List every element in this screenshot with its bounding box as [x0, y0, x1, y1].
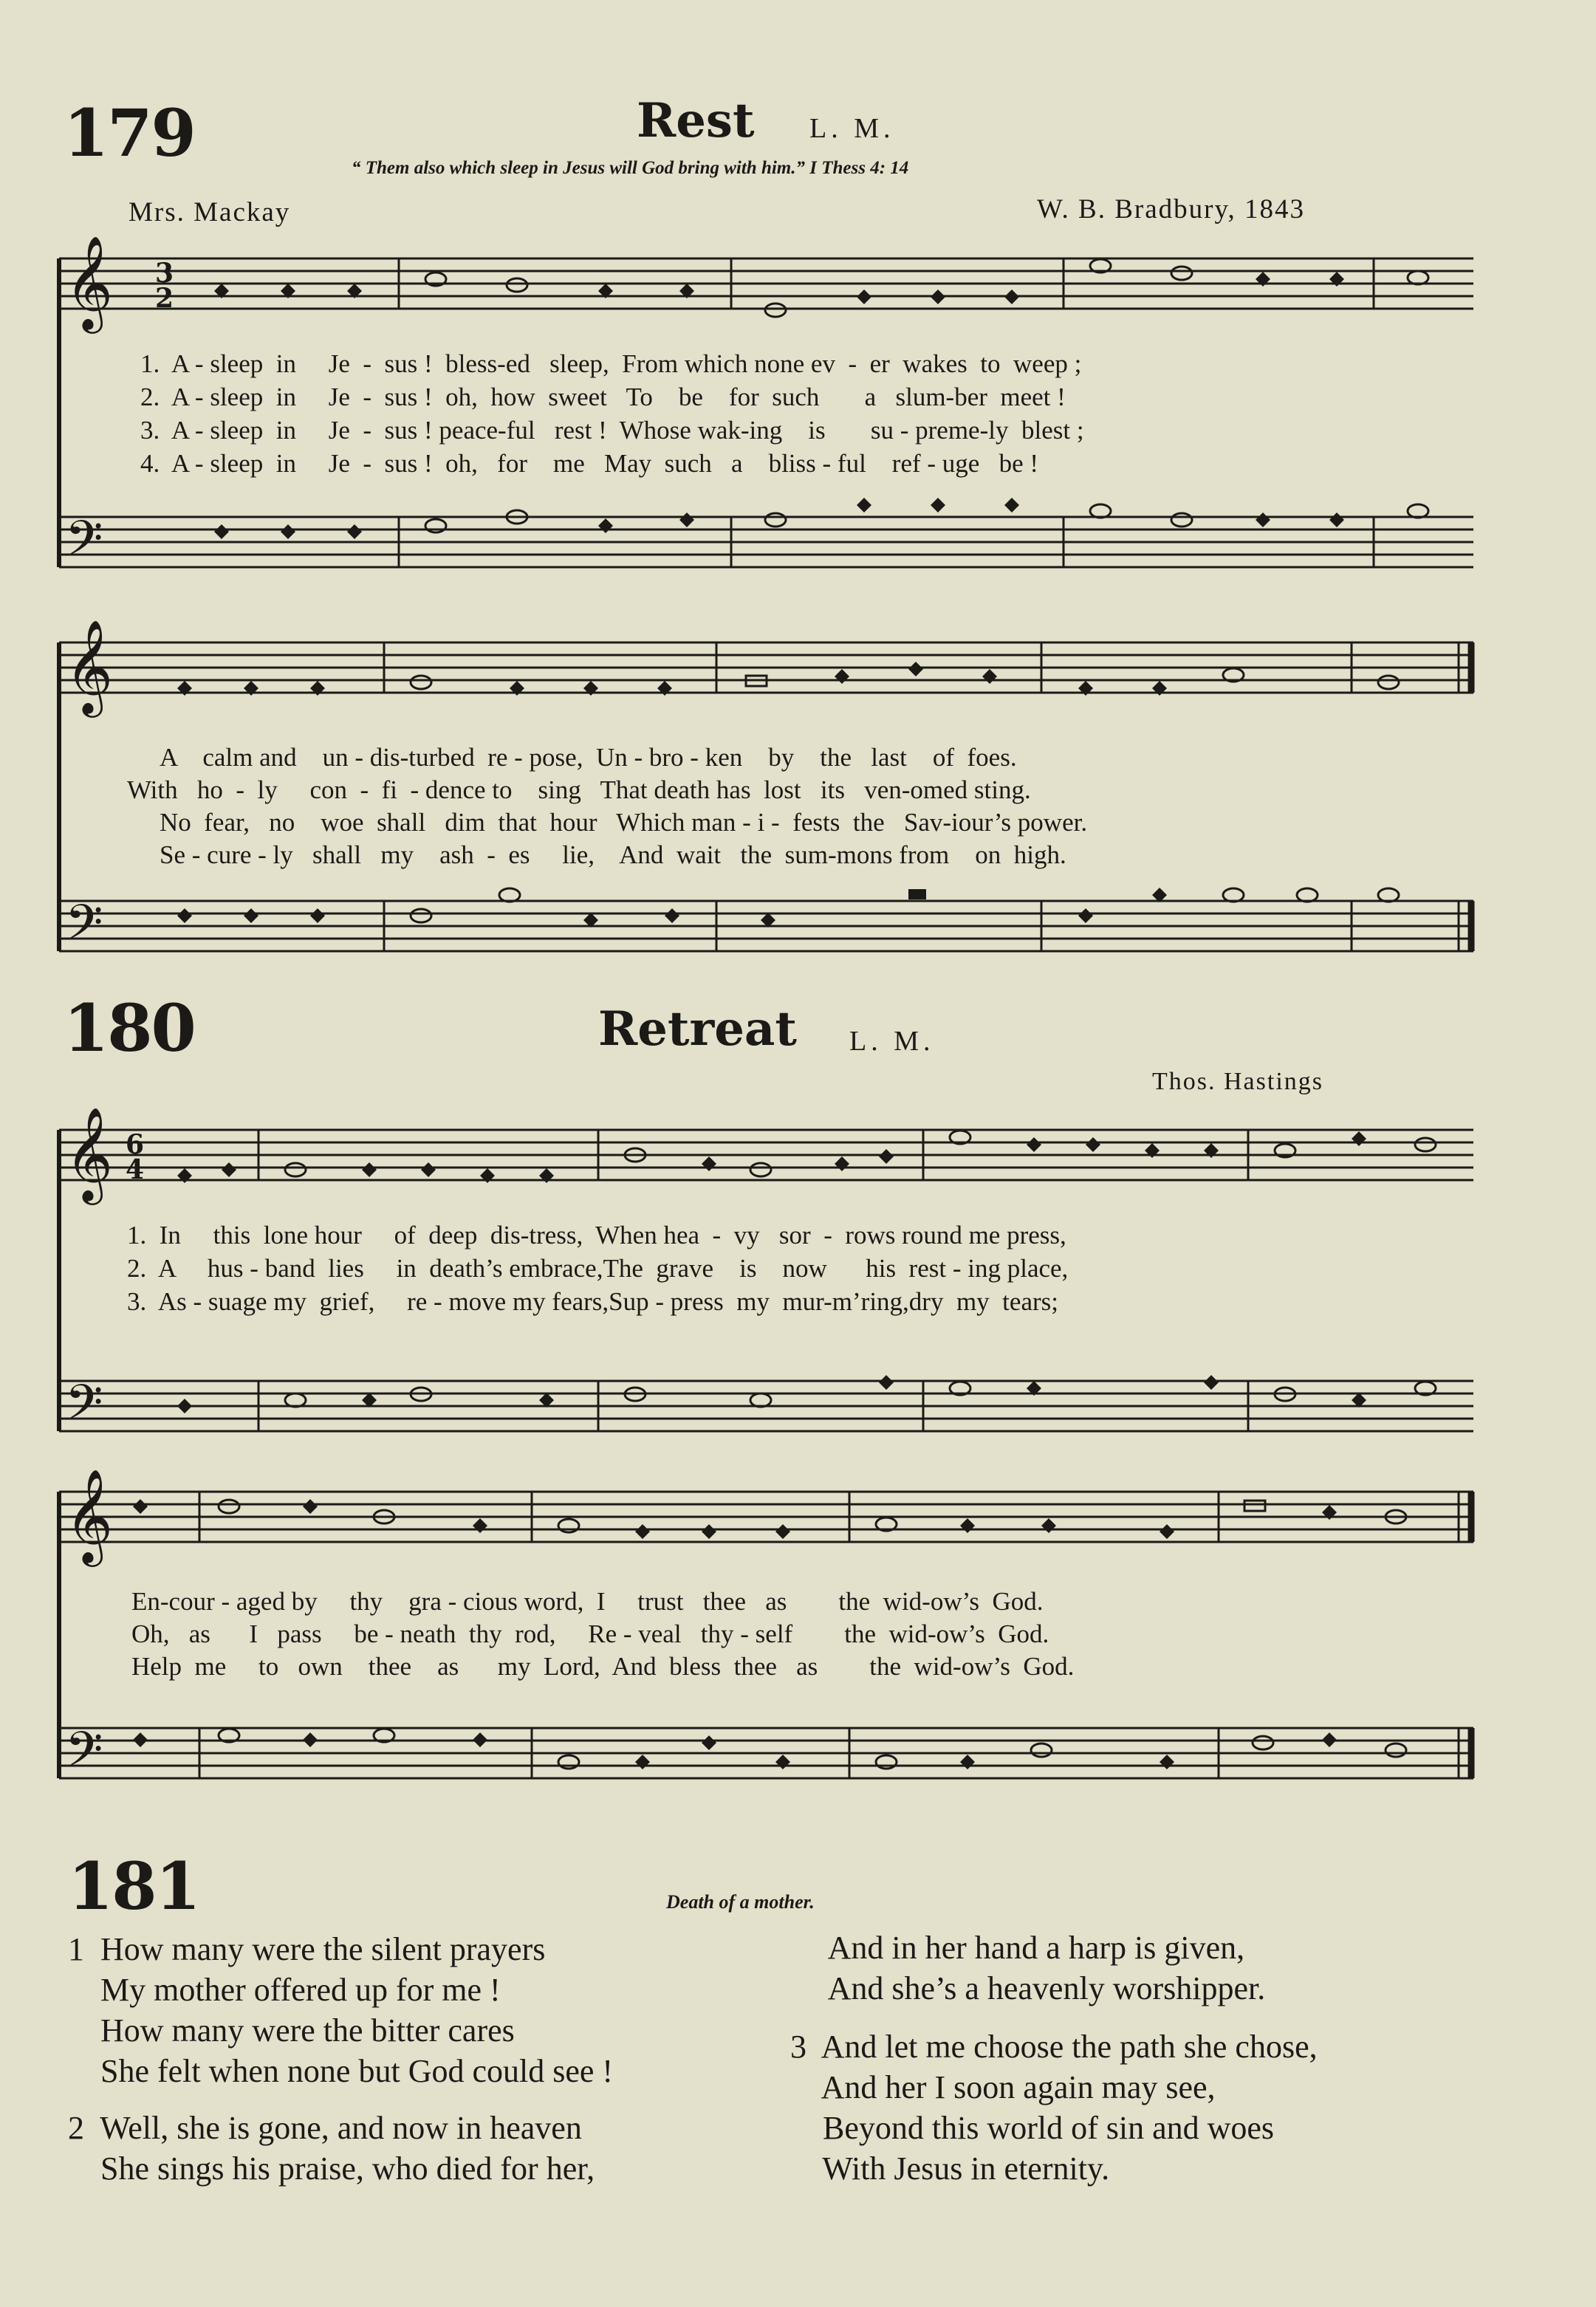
verse-line-4b: Se - cure - ly shall my ash - es lie, And wait the sum-mons from on high. — [160, 840, 1066, 869]
verse-line-3: 3. As - suage my grief, re - move my fears,Sup - press my mur-m’ring,dry my tears; — [127, 1287, 1058, 1316]
stanza-2: 2 Well, she is gone, and now in heaven She sings his praise, who died for her, — [68, 2110, 595, 2187]
stanza-2-continued: And in her hand a harp is given, And she’s a heavenly worshipper. — [827, 1930, 1266, 2006]
hymn-composer: Thos. Hastings — [1152, 1068, 1323, 1095]
svg-text:𝄢: 𝄢 — [65, 1374, 103, 1443]
hymn-meter: L. M. — [849, 1026, 935, 1057]
svg-text:𝄞: 𝄞 — [65, 620, 114, 713]
svg-text:𝄞: 𝄞 — [65, 236, 114, 329]
verse-line-1: 1. A - sleep in Je - sus ! bless-ed sleep, From which none ev - er wakes to weep ; — [140, 349, 1082, 378]
hymn-title: Rest — [637, 93, 755, 148]
poem-subtitle: Death of a mother. — [666, 1891, 815, 1913]
hymn-title: Retreat — [598, 1001, 797, 1057]
svg-text:4: 4 — [126, 1154, 145, 1185]
verse-line-3: 3. A - sleep in Je - sus ! peace-ful rest ! Whose wak-ing is su - preme-ly blest ; — [140, 416, 1084, 445]
svg-text:𝄞: 𝄞 — [65, 1108, 114, 1201]
verse-line-1b: En-cour - aged by thy gra - cious word, I trust thee as the wid-ow’s God. — [131, 1587, 1044, 1616]
verse-line-3b: No fear, no woe shall dim that hour Which man - i - fests the Sav-iour’s power. — [160, 808, 1088, 837]
verse-line-2b: With ho - ly con - fi - dence to sing That death has lost its ven-omed sting. — [127, 775, 1031, 804]
scripture-reference: “ Them also which sleep in Jesus will God bring with him.” I Thess 4: 14 — [352, 158, 909, 178]
svg-text:𝄢: 𝄢 — [65, 510, 103, 579]
hymn-number: 179 — [64, 95, 195, 171]
verse-line-2b: Oh, as I pass be - neath thy rod, Re - veal thy - self the wid-ow’s God. — [131, 1619, 1049, 1648]
poem-number: 181 — [68, 1848, 199, 1924]
verse-line-4: 4. A - sleep in Je - sus ! oh, for me May such a bliss - ful ref - uge be ! — [140, 449, 1039, 478]
verse-line-1: 1. In this lone hour of deep dis-tress, When hea - vy sor - rows round me press, — [127, 1221, 1066, 1250]
hymn-composer: W. B. Bradbury, 1843 — [1037, 194, 1306, 224]
verse-line-2: 2. A - sleep in Je - sus ! oh, how sweet To be for such a slum-ber meet ! — [140, 383, 1066, 411]
svg-text:3: 3 — [155, 258, 174, 289]
hymn-author: Mrs. Mackay — [129, 197, 291, 227]
hymn-meter: L. M. — [809, 113, 895, 144]
svg-text:6: 6 — [126, 1129, 145, 1160]
verse-line-3b: Help me to own thee as my Lord, And bless thee as the wid-ow’s God. — [131, 1652, 1075, 1681]
stanza-1: 1 How many were the silent prayers My mother offered up for me ! How many were the bitter cares She felt when none but God could see ! — [68, 1931, 614, 2089]
svg-text:𝄞: 𝄞 — [65, 1470, 114, 1563]
stanza-3: 3 And let me choose the path she chose, And her I soon again may see, Beyond this world of sin and woes With Jesus in eternity. — [790, 2029, 1318, 2187]
verse-line-1b: A calm and un - dis-turbed re - pose, Un - bro - ken by the last of foes. — [160, 743, 1017, 772]
hymn-number: 180 — [64, 990, 195, 1066]
verse-line-2: 2. A hus - band lies in death’s embrace,The grave is now his rest - ing place, — [127, 1254, 1069, 1283]
svg-text:𝄢: 𝄢 — [65, 1721, 103, 1790]
svg-text:𝄢: 𝄢 — [65, 894, 103, 963]
svg-text:2: 2 — [155, 283, 174, 314]
